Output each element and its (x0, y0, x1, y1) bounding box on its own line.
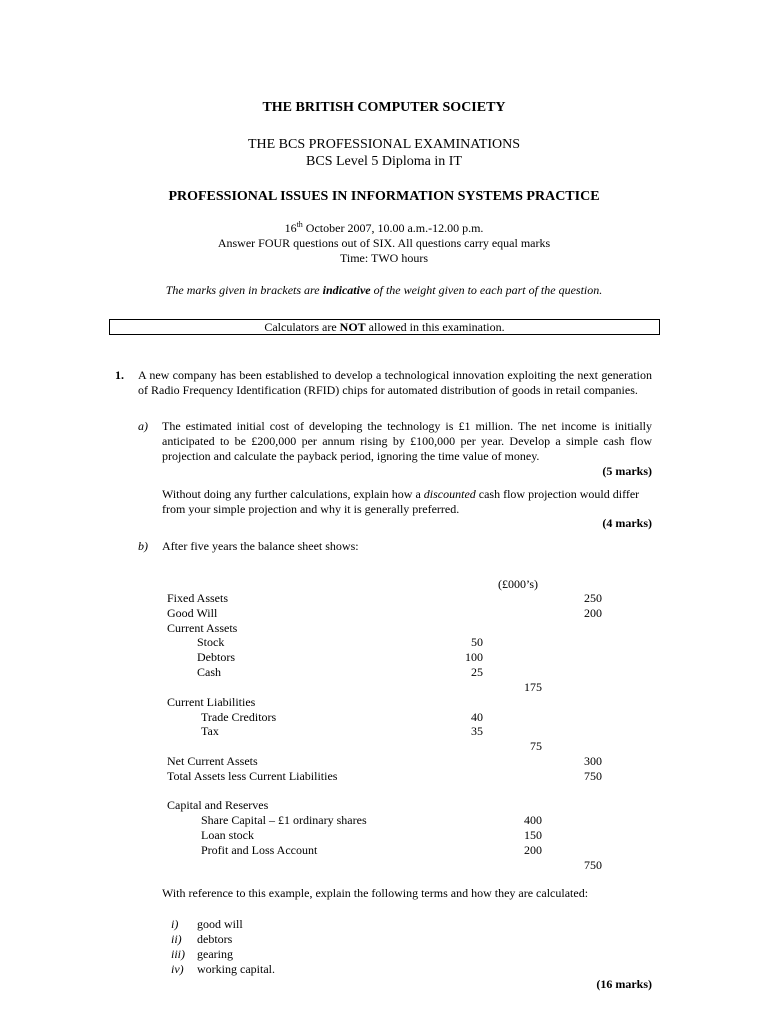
label-share-capital: Share Capital – £1 ordinary shares (201, 813, 367, 827)
term-text: debtors (197, 932, 233, 946)
value-share-capital: 400 (524, 813, 542, 827)
calculator-notice: Calculators are NOT allowed in this examination. (109, 319, 660, 335)
exam-date: 16th October 2007, 10.00 a.m.-12.00 p.m. (284, 220, 484, 235)
term-text: good will (197, 917, 243, 931)
part-b2-text: With reference to this example, explain the following terms and how they are calculated: (162, 886, 589, 900)
value-loan-stock: 150 (524, 828, 542, 842)
part-b-text: After five years the balance sheet shows: (162, 539, 359, 553)
exam-instructions: Answer FOUR questions out of SIX. All questions carry equal marks (217, 236, 551, 250)
value-current-liabilities-total: 75 (530, 739, 542, 753)
label-good-will: Good Will (167, 606, 218, 620)
label-loan-stock: Loan stock (201, 828, 254, 842)
label-capital-reserves: Capital and Reserves (167, 798, 269, 812)
label-net-current-assets: Net Current Assets (167, 754, 258, 768)
term-label: iv) (171, 962, 184, 976)
value-total-assets: 750 (584, 769, 602, 783)
question-intro: A new company has been established to develop a technological innovation exploiting the next generation of Radio Frequency Identification (RFID) chips for automated distribution of goods in retail companies. (138, 368, 652, 397)
label-tax: Tax (201, 724, 219, 738)
paper-title: PROFESSIONAL ISSUES IN INFORMATION SYSTEMS PRACTICE (168, 189, 600, 204)
marks-note: The marks given in brackets are indicative of the weight given to each part of the question. (165, 283, 603, 297)
label-trade-creditors: Trade Creditors (201, 710, 277, 724)
part-b-label: b) (138, 539, 148, 553)
part-b-marks: (16 marks) (596, 977, 652, 991)
value-stock: 50 (471, 635, 483, 649)
value-cash: 25 (471, 665, 483, 679)
part-a2-text: Without doing any further calculations, explain how a discounted cash flow projection would differ from your simple projection and why it is generally preferred. (162, 487, 640, 516)
label-stock: Stock (197, 635, 225, 649)
label-cash: Cash (197, 665, 221, 679)
value-current-assets-total: 175 (524, 680, 542, 694)
label-current-liabilities: Current Liabilities (167, 695, 256, 709)
label-profit-loss: Profit and Loss Account (201, 843, 318, 857)
value-good-will: 200 (584, 606, 602, 620)
label-total-assets: Total Assets less Current Liabilities (167, 769, 338, 783)
part-a-text: The estimated initial cost of developing the technology is £1 million. The net income is initially anticipated to be £200,000 per annum rising by £100,000 per year. Develop a simple cash flow projection and calculate the payback period, ignoring the time value of money. (162, 419, 652, 463)
exam-time: Time: TWO hours (339, 251, 428, 265)
value-tax: 35 (471, 724, 483, 738)
part-a-marks: (5 marks) (602, 464, 652, 478)
value-profit-loss: 200 (524, 843, 542, 857)
term-text: gearing (197, 947, 233, 961)
question-number: 1. (115, 368, 124, 382)
society-title: THE BRITISH COMPUTER SOCIETY (262, 100, 506, 115)
value-net-current-assets: 300 (584, 754, 602, 768)
part-a-label: a) (138, 419, 148, 433)
term-text: working capital. (197, 962, 275, 976)
label-fixed-assets: Fixed Assets (167, 591, 229, 605)
value-fixed-assets: 250 (584, 591, 602, 605)
part-a2-marks: (4 marks) (602, 516, 652, 530)
value-trade-creditors: 40 (471, 710, 483, 724)
value-debtors: 100 (465, 650, 483, 664)
balance-unit: (£000’s) (498, 577, 538, 591)
exams-title: THE BCS PROFESSIONAL EXAMINATIONS (247, 137, 521, 152)
term-label: ii) (171, 932, 182, 946)
label-current-assets: Current Assets (167, 621, 238, 635)
level-title: BCS Level 5 Diploma in IT (306, 154, 462, 169)
term-label: i) (171, 917, 179, 931)
label-debtors: Debtors (197, 650, 235, 664)
term-label: iii) (171, 947, 185, 961)
value-capital-reserves-total: 750 (584, 858, 602, 872)
